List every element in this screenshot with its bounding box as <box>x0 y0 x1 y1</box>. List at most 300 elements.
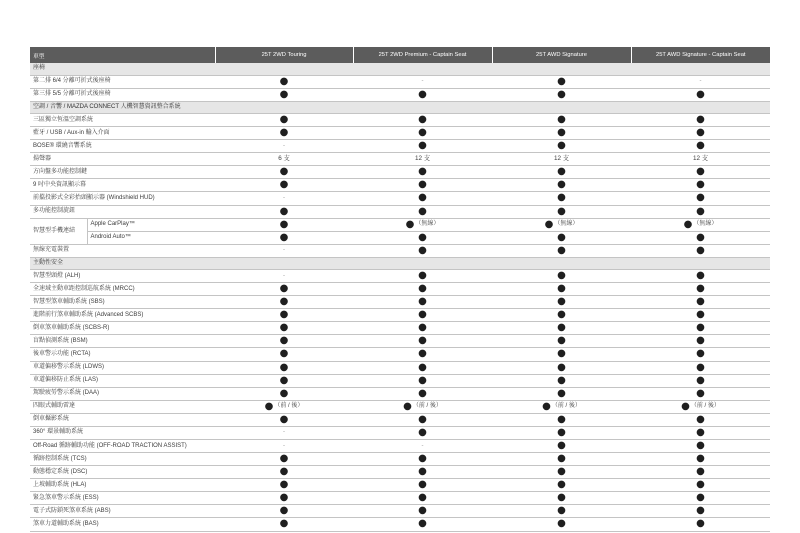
included-dot-mark: ● <box>279 309 289 321</box>
spec-label: 智慧型頭燈 (ALH) <box>30 270 215 283</box>
included-dot-mark: ● <box>696 166 705 178</box>
included-dot-mark: ● <box>557 440 566 452</box>
included-dot-mark: ● <box>696 505 705 517</box>
included-dot-mark: ● <box>279 127 289 139</box>
spec-label: 倒車攝影系統 <box>30 413 215 426</box>
spec-value-cell <box>492 127 631 140</box>
spec-value-cell <box>215 153 353 166</box>
included-dot-mark: ● <box>681 400 690 412</box>
spec-value-cell <box>492 374 631 387</box>
included-dot-mark: ● <box>405 218 415 230</box>
spec-value-cell <box>631 179 770 192</box>
spec-value-cell <box>492 296 631 309</box>
table-header <box>30 47 770 63</box>
spec-value-cell <box>215 479 353 492</box>
spec-value-cell <box>215 505 353 518</box>
spec-value-cell <box>631 153 770 166</box>
spec-value-cell <box>492 505 631 518</box>
spec-value-cell <box>492 400 631 413</box>
included-dot-mark: ● <box>418 179 427 191</box>
spec-value-cell <box>492 283 631 296</box>
spec-value-cell <box>631 296 770 309</box>
spec-value-cell <box>492 361 631 374</box>
spec-row <box>30 518 770 531</box>
included-dot-mark: ● <box>418 361 427 373</box>
included-dot-mark: ● <box>418 466 427 478</box>
included-dot-mark: ● <box>557 309 566 321</box>
spec-value-cell <box>353 166 492 179</box>
spec-value-cell <box>492 114 631 127</box>
included-dot-mark: ● <box>696 88 705 100</box>
included-dot-mark: ● <box>557 361 566 373</box>
included-dot-mark: ● <box>418 88 427 100</box>
included-dot-mark: ● <box>557 179 566 191</box>
value-note: （前 / 後） <box>412 402 442 409</box>
included-dot-mark: ● <box>418 244 427 256</box>
spec-value-cell <box>353 518 492 531</box>
spec-value-cell <box>492 166 631 179</box>
spec-row <box>30 400 770 413</box>
spec-value-cell <box>215 453 353 466</box>
spec-value-cell <box>353 400 492 413</box>
included-dot-mark: ● <box>544 218 554 230</box>
included-dot-mark: ● <box>696 244 705 256</box>
value-note: （前 / 後） <box>551 402 581 409</box>
included-dot-mark: ● <box>403 400 412 412</box>
spec-value-cell <box>492 322 631 335</box>
section-header-row <box>30 101 770 113</box>
spec-value-cell <box>631 88 770 101</box>
included-dot-mark: ● <box>557 114 566 126</box>
included-dot-mark: ● <box>418 114 427 126</box>
spec-label: 動態穩定系統 (DSC) <box>30 466 215 479</box>
spec-value-cell <box>353 231 492 244</box>
spec-value-cell <box>353 244 492 257</box>
spec-value-cell <box>353 192 492 205</box>
spec-value-cell <box>353 453 492 466</box>
spec-label: 駕駛疲勞警示系統 (DAA) <box>30 387 215 400</box>
spec-value-cell <box>631 140 770 153</box>
spec-label: BOSE® 環繞音響系統 <box>30 140 215 153</box>
included-dot-mark: ● <box>279 322 289 334</box>
spec-label: 360° 環景輔助系統 <box>30 426 215 439</box>
spec-value-cell <box>215 75 353 88</box>
spec-row <box>30 75 770 88</box>
included-dot-mark: ● <box>557 335 566 347</box>
value-note: （前 / 後） <box>690 402 720 409</box>
spec-label: 緊急煞車警示系統 (ESS) <box>30 492 215 505</box>
not-available-dash: - <box>699 78 702 85</box>
spec-value-cell <box>492 479 631 492</box>
spec-row <box>30 166 770 179</box>
header-row <box>30 47 770 63</box>
model-label-cell: 車型 <box>30 47 215 63</box>
spec-label: 上坡輔助系統 (HLA) <box>30 479 215 492</box>
spec-value-cell <box>631 270 770 283</box>
included-dot-mark: ● <box>418 413 427 425</box>
spec-value-cell <box>492 205 631 218</box>
included-dot-mark: ● <box>557 322 566 334</box>
spec-row <box>30 283 770 296</box>
spec-value-cell <box>631 466 770 479</box>
included-dot-mark: ● <box>418 127 427 139</box>
spec-row <box>30 205 770 218</box>
spec-value-cell <box>215 413 353 426</box>
spec-sub-label: Apple CarPlay™ <box>87 218 215 231</box>
spec-label: 多功能控制旋鈕 <box>30 205 215 218</box>
included-dot-mark: ● <box>279 453 289 465</box>
included-dot-mark: ● <box>557 426 566 438</box>
included-dot-mark: ● <box>418 518 427 530</box>
spec-value-cell <box>353 348 492 361</box>
spec-row <box>30 466 770 479</box>
spec-label: 無線充電裝置 <box>30 244 215 257</box>
spec-value-cell <box>215 179 353 192</box>
value-text: 12 支 <box>553 155 570 163</box>
spec-value-cell <box>215 387 353 400</box>
spec-value-cell <box>215 231 353 244</box>
spec-value-cell <box>353 218 492 231</box>
spec-label: 第三排 5/5 分離可折式後座椅 <box>30 88 215 101</box>
spec-value-cell <box>215 244 353 257</box>
value-note: （無線） <box>693 220 718 227</box>
spec-table <box>30 47 770 532</box>
included-dot-mark: ● <box>696 179 705 191</box>
spec-row <box>30 440 770 453</box>
included-dot-mark: ● <box>279 231 289 243</box>
not-available-dash: - <box>421 78 424 85</box>
included-dot-mark: ● <box>279 296 289 308</box>
included-dot-mark: ● <box>683 218 693 230</box>
included-dot-mark: ● <box>696 192 705 204</box>
included-dot-mark: ● <box>557 75 566 87</box>
spec-row <box>30 296 770 309</box>
spec-value-cell <box>215 192 353 205</box>
model-header-2wd-premium-captain-seat: 25T 2WD Premium - Captain Seat <box>353 47 492 63</box>
spec-value-cell <box>215 426 353 439</box>
spec-group-label: 智慧型手機連結 <box>30 218 87 244</box>
spec-value-cell <box>631 283 770 296</box>
spec-value-cell <box>631 387 770 400</box>
spec-value-cell <box>353 479 492 492</box>
included-dot-mark: ● <box>542 400 551 412</box>
included-dot-mark: ● <box>557 244 566 256</box>
spec-value-cell <box>353 140 492 153</box>
spec-value-cell <box>353 387 492 400</box>
included-dot-mark: ● <box>696 466 705 478</box>
included-dot-mark: ● <box>418 270 427 281</box>
included-dot-mark: ● <box>557 283 566 295</box>
spec-row <box>30 492 770 505</box>
spec-label: 盲點偵測系統 (BSM) <box>30 335 215 348</box>
spec-value-cell <box>492 75 631 88</box>
included-dot-mark: ● <box>418 283 427 295</box>
included-dot-mark: ● <box>557 518 566 530</box>
spec-value-cell <box>353 127 492 140</box>
spec-label: 揚聲器 <box>30 153 215 166</box>
spec-value-cell <box>353 413 492 426</box>
value-note: （前 / 後） <box>274 402 304 409</box>
spec-value-cell <box>215 335 353 348</box>
included-dot-mark: ● <box>418 479 427 491</box>
included-dot-mark: ● <box>557 270 566 281</box>
value-note: （無線） <box>554 220 579 227</box>
included-dot-mark: ● <box>696 413 705 425</box>
included-dot-mark: ● <box>696 205 705 217</box>
included-dot-mark: ● <box>696 309 705 321</box>
spec-value-cell <box>353 270 492 283</box>
included-dot-mark: ● <box>264 400 274 412</box>
spec-value-cell <box>215 348 353 361</box>
spec-value-cell <box>492 309 631 322</box>
spec-value-cell <box>631 75 770 88</box>
spec-value-cell <box>631 413 770 426</box>
section-title: 座椅 <box>30 63 770 75</box>
spec-label: 循跡控制系統 (TCS) <box>30 453 215 466</box>
spec-value-cell <box>631 348 770 361</box>
spec-value-cell <box>492 270 631 283</box>
spec-row <box>30 270 770 283</box>
included-dot-mark: ● <box>418 374 427 386</box>
included-dot-mark: ● <box>696 348 705 360</box>
included-dot-mark: ● <box>279 348 289 360</box>
spec-value-cell <box>215 374 353 387</box>
spec-value-cell <box>631 192 770 205</box>
spec-value-cell <box>353 361 492 374</box>
spec-row <box>30 153 770 166</box>
spec-value-cell <box>492 218 631 231</box>
included-dot-mark: ● <box>557 492 566 504</box>
spec-value-cell <box>631 453 770 466</box>
spec-value-cell <box>631 218 770 231</box>
included-dot-mark: ● <box>557 466 566 478</box>
spec-value-cell <box>353 283 492 296</box>
included-dot-mark: ● <box>557 88 566 100</box>
included-dot-mark: ● <box>279 218 289 230</box>
spec-value-cell <box>631 518 770 531</box>
spec-table-body <box>30 63 770 531</box>
spec-value-cell <box>492 387 631 400</box>
included-dot-mark: ● <box>418 205 427 217</box>
included-dot-mark: ● <box>696 440 705 452</box>
spec-label: 車道偏移防止系統 (LAS) <box>30 374 215 387</box>
spec-value-cell <box>631 335 770 348</box>
included-dot-mark: ● <box>696 283 705 295</box>
included-dot-mark: ● <box>557 205 566 217</box>
spec-row <box>30 231 770 244</box>
included-dot-mark: ● <box>279 492 289 504</box>
value-text: 12 支 <box>692 155 709 163</box>
spec-row <box>30 322 770 335</box>
not-available-dash: - <box>421 442 424 449</box>
spec-value-cell <box>492 453 631 466</box>
included-dot-mark: ● <box>696 335 705 347</box>
spec-value-cell <box>631 492 770 505</box>
spec-value-cell <box>631 374 770 387</box>
spec-row <box>30 179 770 192</box>
included-dot-mark: ● <box>418 492 427 504</box>
spec-value-cell <box>492 88 631 101</box>
not-available-dash: - <box>283 442 286 449</box>
spec-label: 煞車力道輔助系統 (BAS) <box>30 518 215 531</box>
spec-row <box>30 114 770 127</box>
spec-row <box>30 426 770 439</box>
spec-value-cell <box>215 400 353 413</box>
included-dot-mark: ● <box>557 479 566 491</box>
included-dot-mark: ● <box>279 518 289 530</box>
spec-sub-label: Android Auto™ <box>87 231 215 244</box>
included-dot-mark: ● <box>696 426 705 438</box>
included-dot-mark: ● <box>418 426 427 438</box>
spec-value-cell <box>215 283 353 296</box>
included-dot-mark: ● <box>557 374 566 386</box>
spec-label: 智慧型煞車輔助系統 (SBS) <box>30 296 215 309</box>
included-dot-mark: ● <box>696 374 705 386</box>
spec-value-cell <box>492 466 631 479</box>
included-dot-mark: ● <box>696 231 705 243</box>
not-available-dash: - <box>283 142 286 149</box>
spec-label: 藍牙 / USB / Aux-in 輸入介面 <box>30 127 215 140</box>
included-dot-mark: ● <box>418 322 427 334</box>
spec-row <box>30 140 770 153</box>
value-text: 6 支 <box>278 155 290 163</box>
spec-value-cell <box>215 322 353 335</box>
included-dot-mark: ● <box>696 322 705 334</box>
included-dot-mark: ● <box>696 361 705 373</box>
spec-value-cell <box>631 205 770 218</box>
spec-label: 第二排 6/4 分離可折式後座椅 <box>30 75 215 88</box>
included-dot-mark: ● <box>418 348 427 360</box>
spec-label: 全速域主動車距控制巡航系統 (MRCC) <box>30 283 215 296</box>
spec-label: 四眼式輔助雷達 <box>30 400 215 413</box>
spec-label: 三區獨立恆溫空調系統 <box>30 114 215 127</box>
spec-value-cell <box>631 426 770 439</box>
not-available-dash: - <box>283 194 286 201</box>
spec-value-cell <box>353 88 492 101</box>
spec-row <box>30 387 770 400</box>
included-dot-mark: ● <box>418 296 427 308</box>
spec-value-cell <box>492 179 631 192</box>
spec-value-cell <box>492 348 631 361</box>
included-dot-mark: ● <box>696 114 705 126</box>
not-available-dash: - <box>283 429 286 436</box>
included-dot-mark: ● <box>696 518 705 530</box>
spec-row <box>30 244 770 257</box>
spec-value-cell <box>215 114 353 127</box>
included-dot-mark: ● <box>696 270 705 281</box>
spec-value-cell <box>631 479 770 492</box>
spec-value-cell <box>353 75 492 88</box>
spec-value-cell <box>631 114 770 127</box>
included-dot-mark: ● <box>696 296 705 308</box>
included-dot-mark: ● <box>279 335 289 347</box>
spec-label: 車道偏移警示系統 (LDWS) <box>30 361 215 374</box>
value-text: 12 支 <box>414 155 431 163</box>
spec-value-cell <box>492 492 631 505</box>
included-dot-mark: ● <box>696 453 705 465</box>
spec-row <box>30 309 770 322</box>
spec-value-cell <box>215 88 353 101</box>
included-dot-mark: ● <box>279 374 289 386</box>
spec-value-cell <box>215 518 353 531</box>
included-dot-mark: ● <box>557 413 566 425</box>
included-dot-mark: ● <box>279 479 289 491</box>
included-dot-mark: ● <box>418 505 427 517</box>
included-dot-mark: ● <box>557 231 566 243</box>
spec-value-cell <box>215 127 353 140</box>
spec-label: 進階前行煞車輔助系統 (Advanced SCBS) <box>30 309 215 322</box>
spec-label: 9 吋中央資訊顯示幕 <box>30 179 215 192</box>
value-note: （無線） <box>415 220 440 227</box>
spec-value-cell <box>353 322 492 335</box>
included-dot-mark: ● <box>418 231 427 243</box>
spec-label: 倒車煞車輔助系統 (SCBS-R) <box>30 322 215 335</box>
spec-value-cell <box>353 179 492 192</box>
spec-value-cell <box>353 335 492 348</box>
spec-row <box>30 218 770 231</box>
spec-value-cell <box>631 166 770 179</box>
included-dot-mark: ● <box>557 296 566 308</box>
included-dot-mark: ● <box>696 127 705 139</box>
spec-value-cell <box>215 361 353 374</box>
spec-value-cell <box>492 244 631 257</box>
included-dot-mark: ● <box>418 387 427 399</box>
spec-row <box>30 348 770 361</box>
spec-value-cell <box>353 153 492 166</box>
included-dot-mark: ● <box>557 140 566 152</box>
spec-value-cell <box>631 244 770 257</box>
included-dot-mark: ● <box>418 166 427 178</box>
spec-value-cell <box>631 505 770 518</box>
included-dot-mark: ● <box>279 387 289 399</box>
spec-value-cell <box>215 218 353 231</box>
included-dot-mark: ● <box>279 466 289 478</box>
spec-value-cell <box>631 127 770 140</box>
section-title: 空調 / 音響 / MAZDA CONNECT 人機智慧資訊整合系統 <box>30 101 770 113</box>
spec-value-cell <box>492 231 631 244</box>
model-header-2wd-touring: 25T 2WD Touring <box>215 47 353 63</box>
section-header-row <box>30 63 770 75</box>
included-dot-mark: ● <box>418 453 427 465</box>
included-dot-mark: ● <box>279 283 289 295</box>
included-dot-mark: ● <box>279 166 289 178</box>
included-dot-mark: ● <box>279 205 289 217</box>
spec-row <box>30 88 770 101</box>
included-dot-mark: ● <box>557 192 566 204</box>
included-dot-mark: ● <box>279 75 289 87</box>
included-dot-mark: ● <box>279 114 289 126</box>
included-dot-mark: ● <box>279 505 289 517</box>
not-available-dash: - <box>283 272 286 279</box>
included-dot-mark: ● <box>418 309 427 321</box>
included-dot-mark: ● <box>418 140 427 152</box>
spec-value-cell <box>492 335 631 348</box>
included-dot-mark: ● <box>418 192 427 204</box>
spec-value-cell <box>215 309 353 322</box>
spec-label: 電子式防鎖死煞車系統 (ABS) <box>30 505 215 518</box>
spec-value-cell <box>631 231 770 244</box>
spec-value-cell <box>492 192 631 205</box>
included-dot-mark: ● <box>557 453 566 465</box>
included-dot-mark: ● <box>418 335 427 347</box>
spec-value-cell <box>353 492 492 505</box>
included-dot-mark: ● <box>557 166 566 178</box>
section-title: 主動性安全 <box>30 257 770 269</box>
spec-value-cell <box>215 166 353 179</box>
included-dot-mark: ● <box>279 179 289 191</box>
spec-value-cell <box>353 505 492 518</box>
spec-value-cell <box>492 140 631 153</box>
